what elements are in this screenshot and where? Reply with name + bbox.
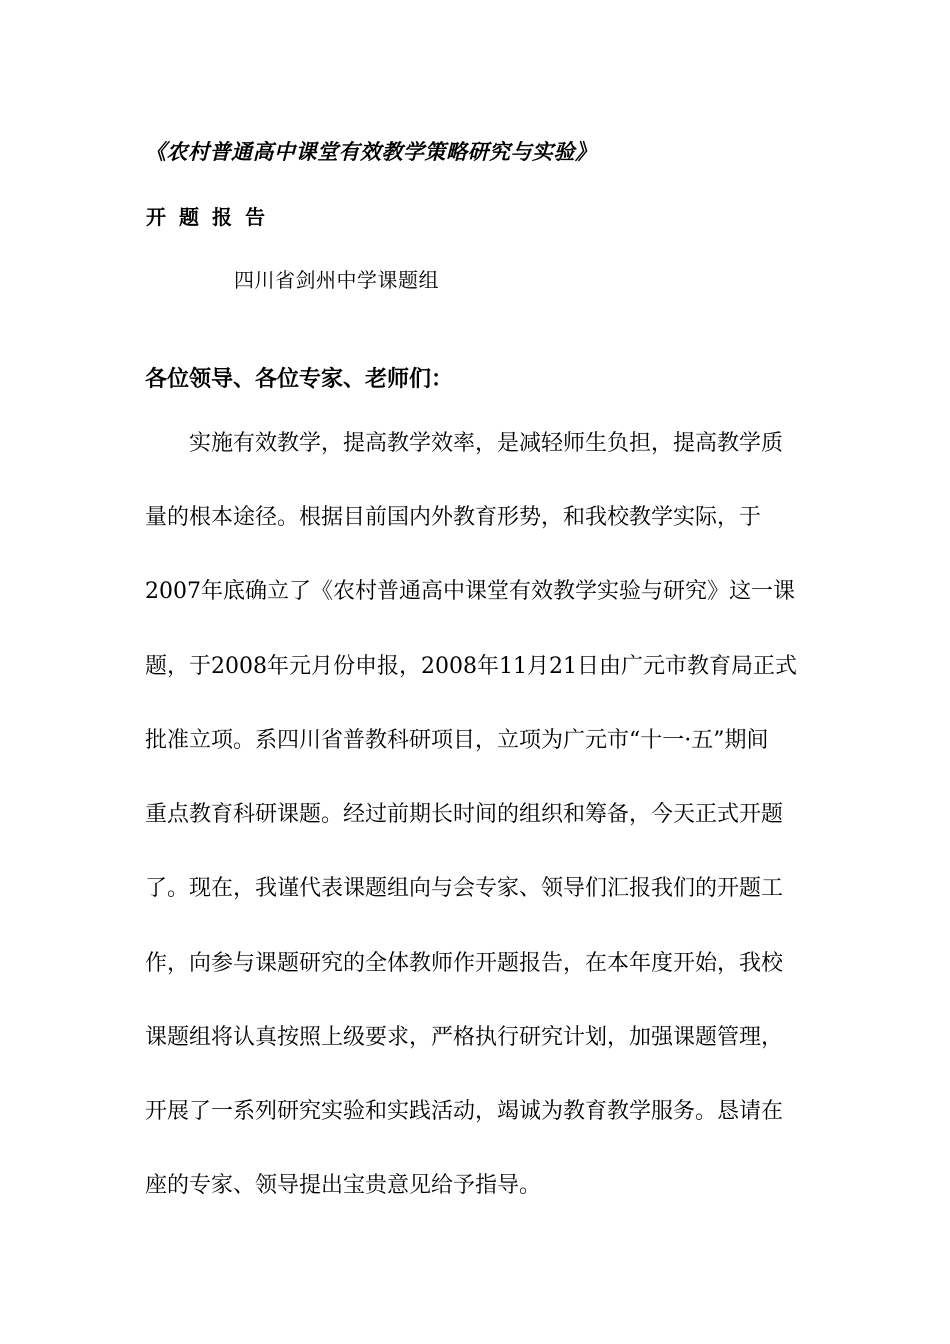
paragraph-line: 题，于2008年元月份申报，2008年11月21日由广元市教育局正式 [145, 654, 797, 679]
paragraph-line: 开展了一系列研究实验和实践活动，竭诚为教育教学服务。恳请在 [145, 1099, 784, 1124]
paragraph-line: 作，向参与课题研究的全体教师作开题报告，在本年度开始，我校 [145, 951, 784, 976]
paragraph-line: 实施有效教学，提高教学效率，是减轻师生负担，提高教学质 [189, 431, 784, 456]
salutation: 各位领导、各位专家、老师们： [145, 366, 454, 392]
paragraph-line: 座的专家、领导提出宝贵意见给予指导。 [145, 1173, 542, 1198]
document-subtitle: 开题报告 [146, 205, 278, 229]
paragraph-line: 批准立项。系四川省普教科研项目，立项为广元市“十一·五”期间 [145, 728, 769, 753]
document-title: 《农村普通高中课堂有效教学策略研究与实验》 [145, 139, 597, 164]
paragraph-line: 了。现在，我谨代表课题组向与会专家、领导们汇报我们的开题工 [145, 876, 784, 901]
document-author: 四川省剑州中学课题组 [234, 268, 439, 292]
paragraph-line: 重点教育科研课题。经过前期长时间的组织和筹备，今天正式开题 [145, 802, 784, 827]
paragraph-line: 量的根本途径。根据目前国内外教育形势，和我校教学实际，于 [145, 505, 762, 530]
paragraph-line: 课题组将认真按照上级要求，严格执行研究计划，加强课题管理， [145, 1025, 784, 1050]
paragraph-line: 2007年底确立了《农村普通高中课堂有效教学实验与研究》这一课 [145, 579, 795, 604]
